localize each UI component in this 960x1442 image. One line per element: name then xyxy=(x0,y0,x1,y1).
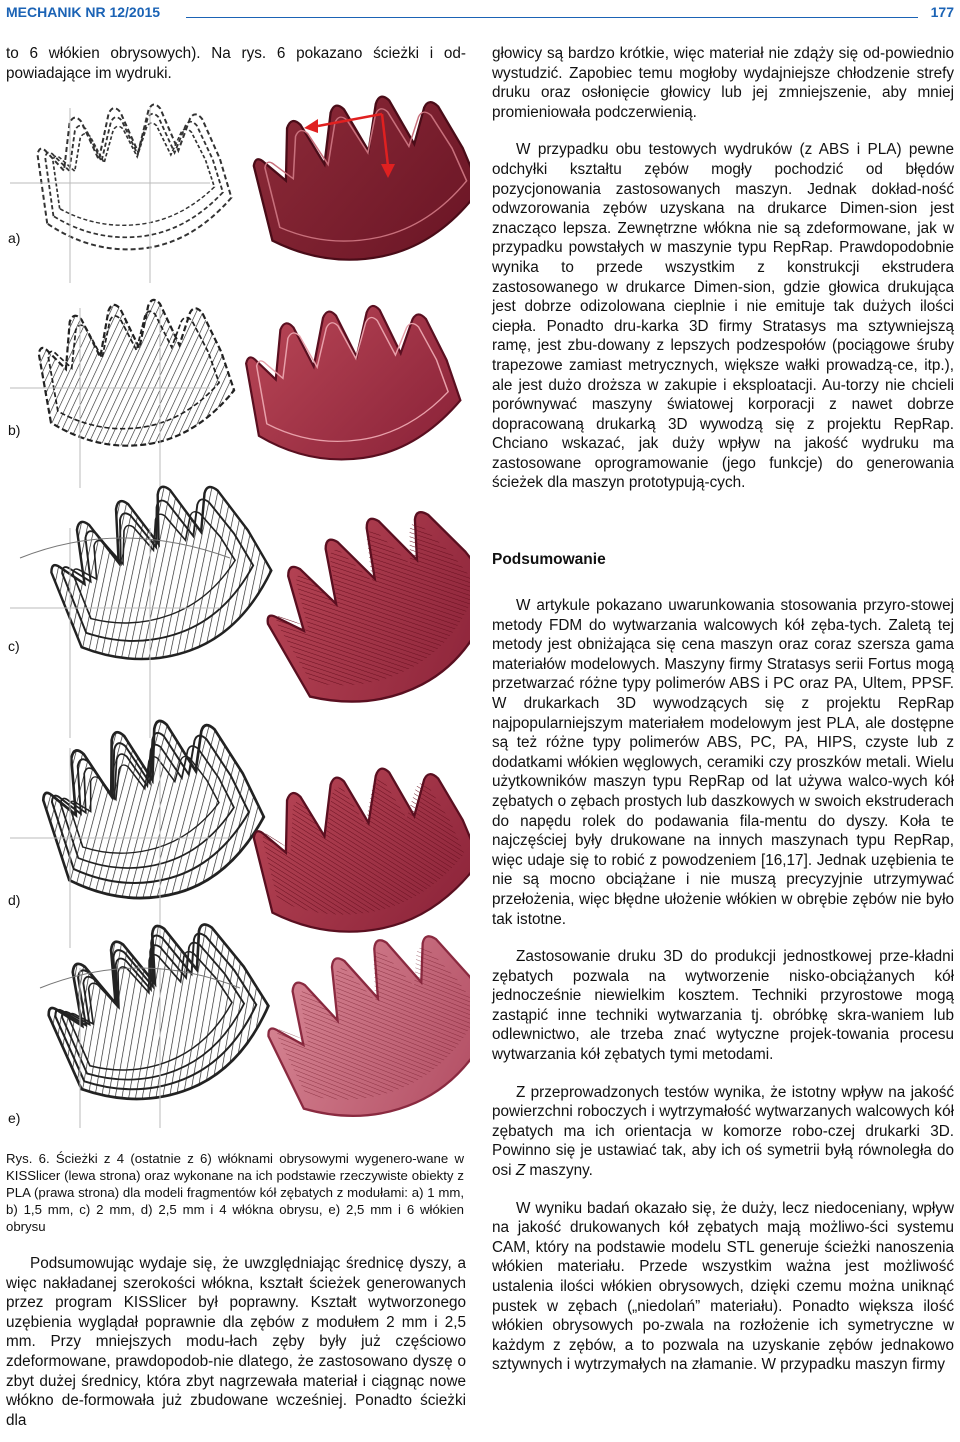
page-header xyxy=(6,4,954,24)
figure-drawing xyxy=(0,88,470,1138)
right-paragraph-1: głowicy są bardzo krótkie, więc materiał nie zdąży się od-powiednio wystudzić. Zapobiec temu mogłoby wydajniejsze chłodzenie strefy druku oraz osłonięcie głowicy lub jej zmniejszenie, aby mniej promieniowała podczerwienią. xyxy=(492,45,954,121)
path-drawing-d xyxy=(30,697,278,924)
right-column-top xyxy=(492,44,954,493)
left-bottom xyxy=(6,1254,466,1430)
printed-part-b xyxy=(240,292,468,475)
right-paragraph-3: W artykule pokazano uwarunkowania stosowania przyro-stowej metody FDM do wytwarzania walcowych kół zęba-tych. Zaletą tej metody jest obniżająca się cena maszyn oraz coraz szersza gama materiałów modelowych. Maszyny firmy Stratasys serii Fortus mogą przetwarzać różne typy polimerów ABS i PC oraz PA, Ultem, PPSF. W drukarkach 3D wywodzących się z projektu RepRap najpopularniejszym materiałem modelowym jest PLA, ale dostępne są też różne typy polimerów ABS, PC, PA, HIPS, czyste lub z dodatkami włókien węglowych, ceramiki czy proszków metali. Wielu użytkowników maszyn typu RepRap od lat używa walco-wych kół zębatych o zębach prostych lub daszkowych w swoich ekstruderach do napędu rolek do podawania fila-mentu do dyszy. Koła te najczęściej były drukowane na innych maszynach typu RepRap, więc udaje się to robić z powodzeniem [16,17]. Jednak uzębienia te nie są mocno obciążane i nie muszą precyzyjnie utrzymywać przełożenia, więc błędne ułożenie włókien w obrębie zębów nie było tak istotne. xyxy=(492,597,954,928)
journal-title: MECHANIK NR 12/2015 xyxy=(6,4,161,20)
path-drawing-a xyxy=(33,94,237,262)
figure-label-d: d) xyxy=(8,892,21,908)
printed-part-d xyxy=(244,749,470,953)
right-paragraph-5b: maszyny. xyxy=(525,1162,593,1180)
right-paragraph-5a: Z przeprowadzonych testów wynika, że istotny wpływ na jakość powierzchni roboczych i wytrzymałość wytwarzanych walcowych kół zębatych ma ich orientacja w komorze robo-czej drukarki 3D. Powinno się je ustawiać tak, aby ich oś symetrii byłą równoległa do osi xyxy=(492,1083,954,1180)
path-drawing-c xyxy=(36,459,287,688)
printed-part-a xyxy=(244,88,470,281)
right-paragraph-5 xyxy=(492,1083,954,1181)
figure-label-e: e) xyxy=(8,1110,21,1126)
figure-6 xyxy=(0,88,470,1138)
printed-part-e xyxy=(251,906,470,1138)
section-heading: Podsumowanie xyxy=(492,551,606,568)
z-axis-symbol: Z xyxy=(515,1162,526,1180)
header-rule xyxy=(186,17,918,18)
right-column-bottom xyxy=(492,596,954,1375)
left-intro xyxy=(6,44,466,83)
figure-caption: Rys. 6. Ścieżki z 4 (ostatnie z 6) włóknami obrysowymi wygenero-wane w KISSlicer (lewa strona) oraz wykonane na ich podstawie rzeczywiste obiekty z PLA (prawa strona) dla modeli fragmentów kół zębatych z modułami: a) 1 mm, b) 1,5 mm, c) 2 mm, d) 2,5 mm i 4 włókna obrysu, e) 2,5 mm i 6 włókien obrysu xyxy=(6,1151,464,1234)
right-paragraph-4: Zastosowanie druku 3D do produkcji jednostkowej prze-kładni zębatych pozwala na wytworzenie nisko-obciążanych kół jednocześnie niewielkim kosztem. Techniki przyrostowe mogą zastąpić inne techniki wytwarzania tj. obróbkę skra-waniem lub odlewnictwo, ale trzeba znać wytyczne projek-towania procesu wytwarzania kół zębatych tymi metodami. xyxy=(492,948,954,1064)
right-paragraph-2: W przypadku obu testowych wydruków (z ABS i PLA) pewne odchyłki kształtu zębów mogły pochodzić od błędów pozycjonowania zastosowanych maszyn. Jednak dokład-ność odwzorowania zębów uzyskana na drukarce Dimen-sion jest znacząco lepsza. Zewnętrzne włókna nie są zdeformowane, jak w przypadku powstałych w maszynie typu RepRap. Prawdopodobnie wynika to przede wszystkim z konstrukcji ekstrudera zastosowanego w drukarce Dimen-sion, gdzie głowica drukująca jest dobrze odizolowana cieplnie i nie emituje tak dużych ilości ciepła. Ponadto dru-karka 3D firmy Stratasys ma sztywniejszą ramę, jest zbu-dowany z lepszych podzespołów (pociągowe śruby trapezowe zamiast metrycznych, większe wałki prowadzą-ce, itp.), ale jest dużo droższa w zakupie i eksploatacji. Au-torzy nie chcieli porównywać maszyny światowej korporacji z nawet dobrze dopracowaną drukarką 3D wywodzą się z projektu RepRap. Chciano wskazać, jak duży wpływ na jakość wydruku ma zastosowane oprogramowanie (jego funkcje) do generowania ścieżek dla maszyn prototypują-cych. xyxy=(492,141,954,492)
right-paragraph-6: W wyniku badań okazało się, że duży, lecz niedoceniany, wpływ na jakość drukowanych kół zębatych mają możliwo-ści systemu CAM, który na podstawie modelu STL generuje ścieżki nanoszenia włókien materiału. Przede wszystkim ważna jest możliwość ustalenia ilości włókien obrysowych, dzięki czemu można uniknąć pustek w zębach („niedolań” materiału). Ponadto większa ilość włókien obrysowych po-zwala na rozłożenie ich symetryczne w każdym z zębów, a to pozwala na uzyskanie zębów jednakowo sztywnych i wytrzymałych na złamanie. W przypadku maszyn firmy xyxy=(492,1199,954,1374)
figure-label-c: c) xyxy=(8,638,20,654)
path-drawing-b xyxy=(33,287,241,460)
left-intro-text: to 6 włókien obrysowych). Na rys. 6 pokazano ścieżki i od-powiadające im wydruki. xyxy=(6,45,466,82)
printed-part-c xyxy=(247,480,470,736)
figure-label-a: a) xyxy=(8,230,21,246)
figure-label-b: b) xyxy=(8,422,21,438)
left-bottom-paragraph: Podsumowując wydaje się, że uwzględniając średnicę dyszy, a więc nakładanej szerokości włókna, kształt ścieżek generowanych przez program KISSlicer był poprawny. Kształt wytworzonego uzębienia wyglądał poprawnie dla zębów z modułem 2 mm i 2,5 mm. Przy mniejszych modu-łach zęby były już częściowo zdeformowane, prawdopodob-nie dlatego, że zastosowano dyszę o zbyt dużej średnicy, która zbyt nagrzewała materiał i ciągnąc nowe włókno de-formowała już zbudowane wcześniej. Ponadto ścieżki dla xyxy=(6,1255,466,1429)
page-number: 177 xyxy=(930,4,954,20)
